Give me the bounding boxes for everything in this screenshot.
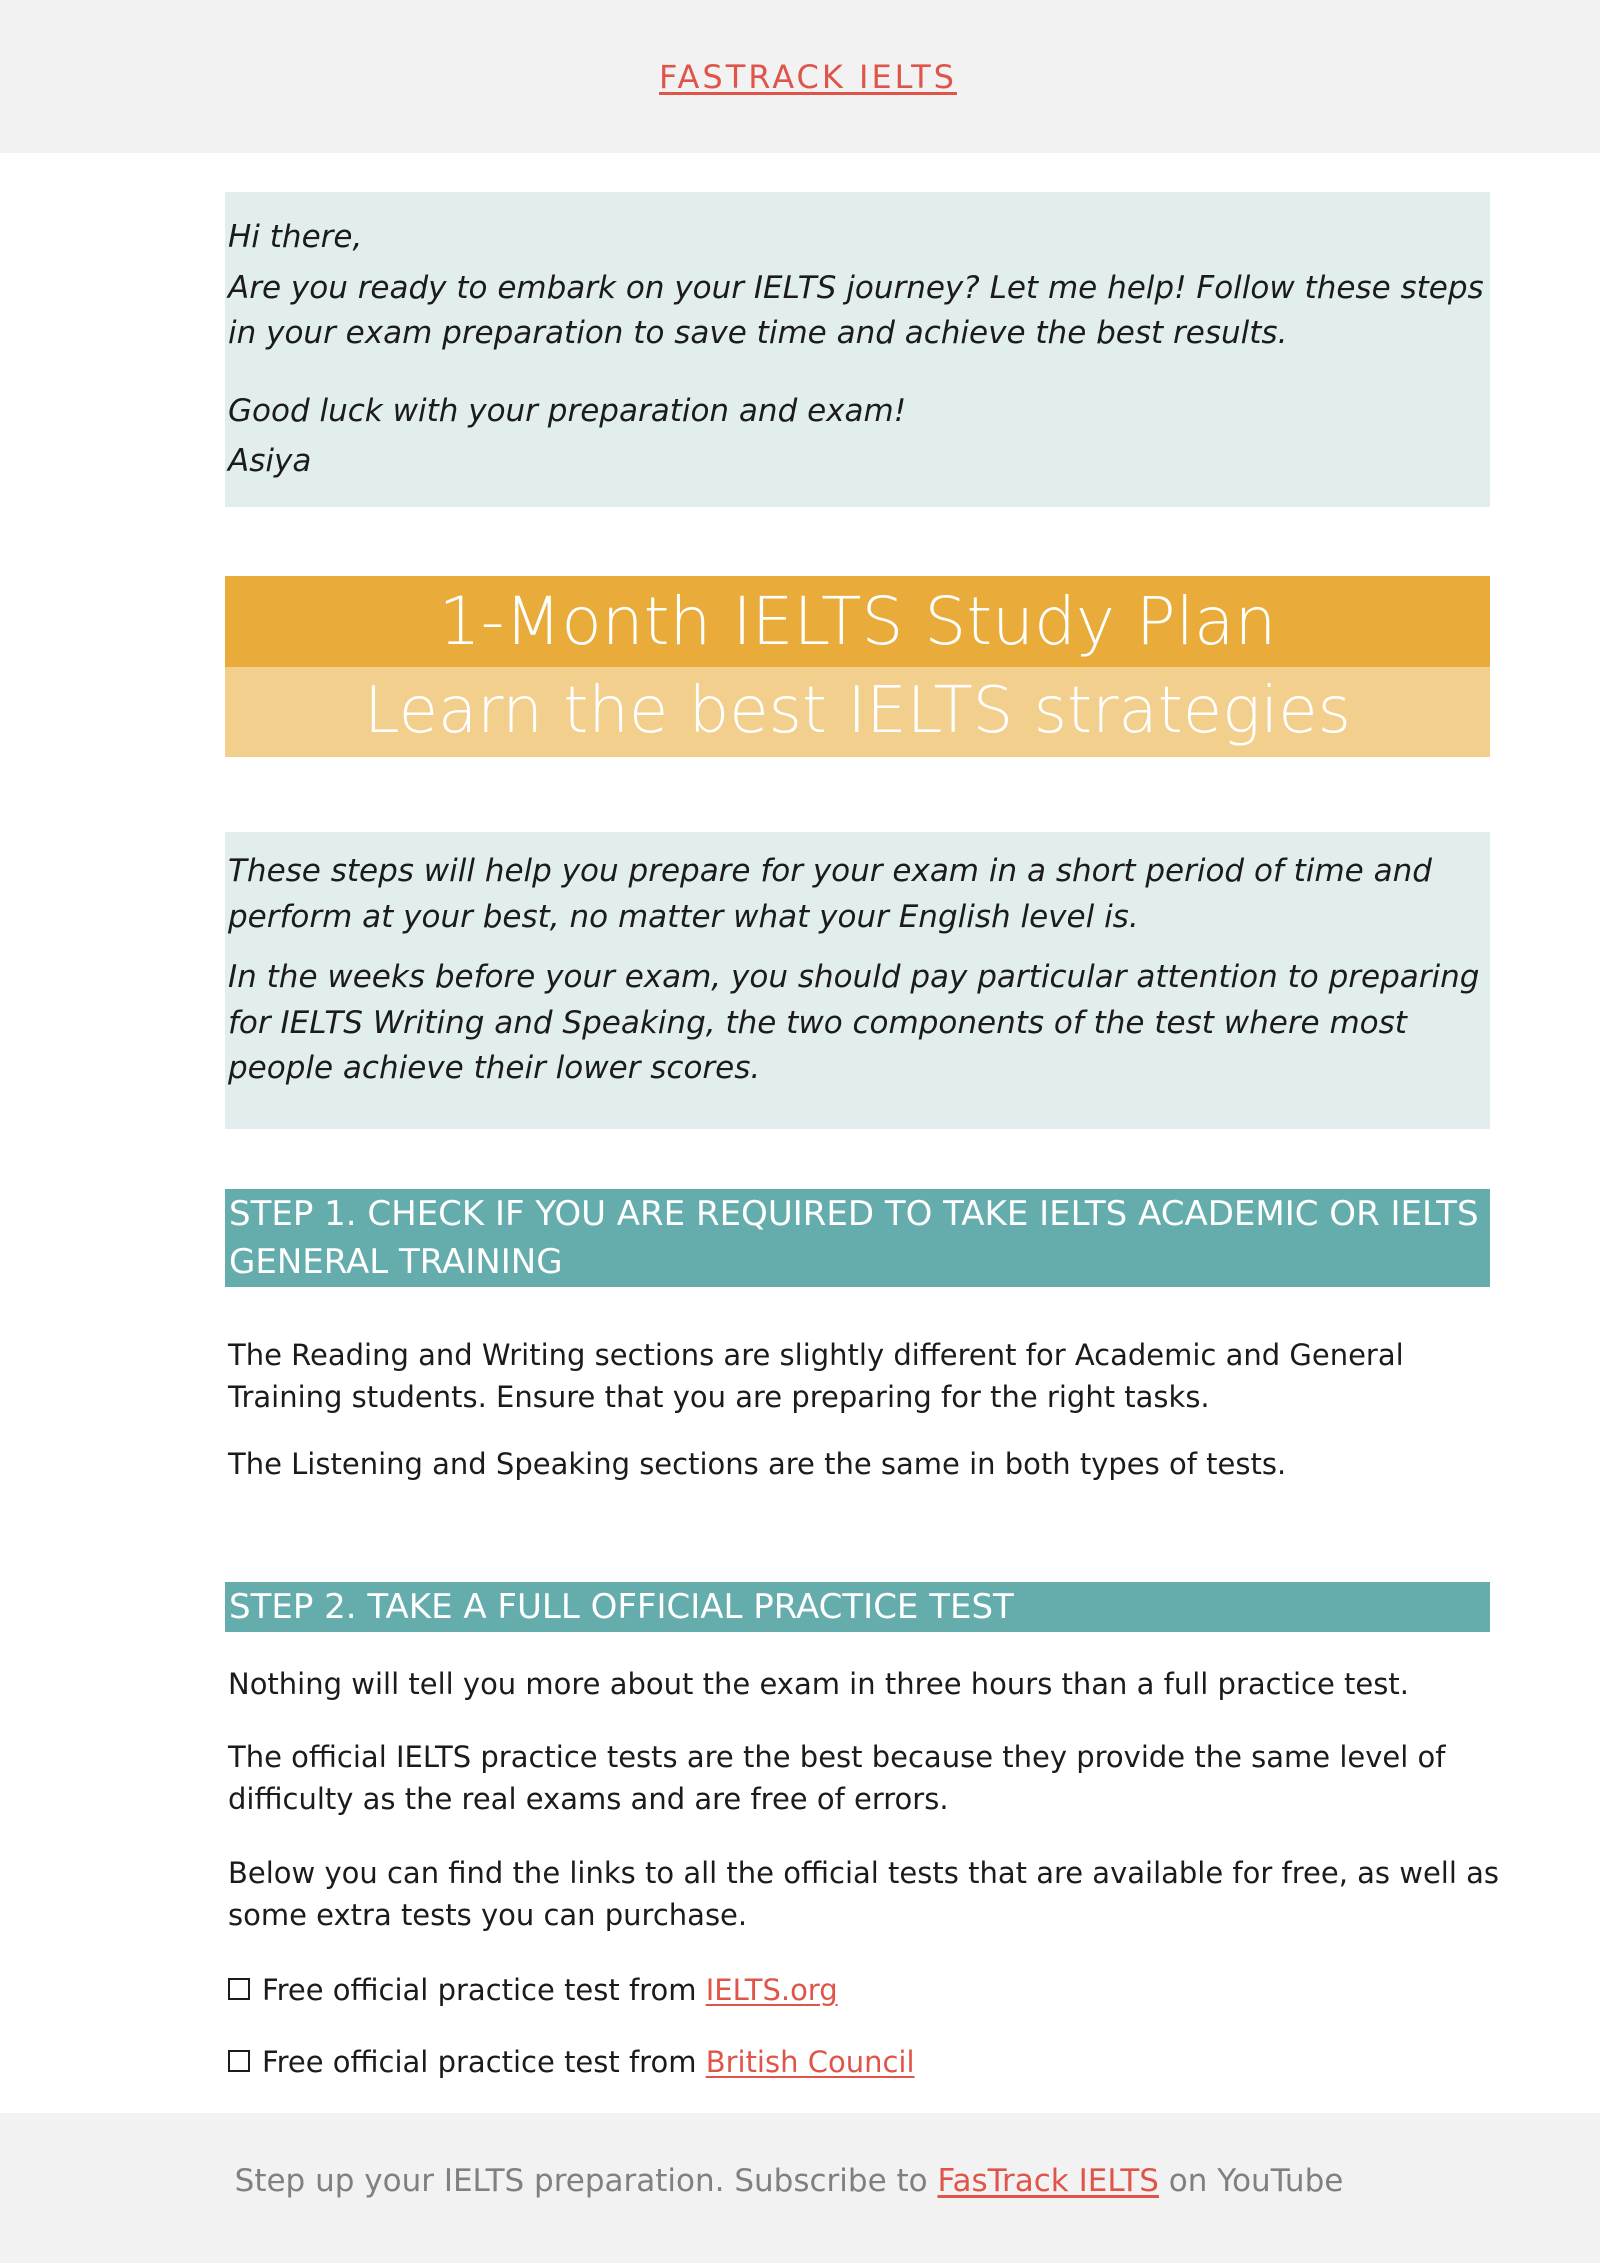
intro-line-2: in your exam preparation to save time and achieve the best results. xyxy=(228,315,1288,351)
footer-text-after: on YouTube xyxy=(1158,2163,1344,2199)
step-1-para-2: The Listening and Speaking sections are the same in both types of tests. xyxy=(228,1447,1287,1481)
summary-line-5: people achieve their lower scores. xyxy=(228,1050,761,1086)
step-2-heading: STEP 2. TAKE A FULL OFFICIAL PRACTICE TEST xyxy=(225,1582,1490,1632)
page-subtitle: Learn the best IELTS strategies xyxy=(225,667,1490,757)
summary-line-2: perform at your best, no matter what your English level is. xyxy=(228,899,1139,935)
ielts-org-link[interactable]: IELTS.org xyxy=(705,1973,838,2007)
step-2-para-3-line-1: Below you can find the links to all the official tests that are available for free, as well as xyxy=(228,1856,1500,1890)
youtube-channel-link[interactable]: FasTrack IELTS xyxy=(937,2163,1159,2199)
step-2-para-2-line-1: The official IELTS practice tests are the best because they provide the same level of xyxy=(228,1740,1446,1774)
checkbox[interactable] xyxy=(228,2050,250,2072)
summary-line-4: for IELTS Writing and Speaking, the two components of the test where most xyxy=(228,1005,1407,1041)
step-1-para-1-line-1: The Reading and Writing sections are slightly different for Academic and General xyxy=(228,1338,1404,1372)
step-1-heading-line-2: GENERAL TRAINING xyxy=(229,1242,563,1282)
page-title: 1-Month IELTS Study Plan xyxy=(225,576,1490,667)
summary-box xyxy=(225,832,1490,1129)
checkbox[interactable] xyxy=(228,1978,250,2000)
practice-test-item-text: Free official practice test from xyxy=(262,2045,706,2079)
intro-signature: Asiya xyxy=(228,443,312,479)
intro-greeting: Hi there, xyxy=(228,219,363,255)
intro-line-1: Are you ready to embark on your IELTS journey? Let me help! Follow these steps xyxy=(228,270,1484,306)
intro-box xyxy=(225,192,1490,507)
step-2-para-1: Nothing will tell you more about the exam in three hours than a full practice test. xyxy=(228,1667,1409,1701)
step-1-para-1-line-2: Training students. Ensure that you are preparing for the right tasks. xyxy=(228,1380,1210,1414)
intro-wish: Good luck with your preparation and exam! xyxy=(228,393,907,429)
page-header xyxy=(0,0,1600,153)
step-1-heading xyxy=(225,1189,1490,1287)
step-2-para-3-line-2: some extra tests you can purchase. xyxy=(228,1898,748,1932)
summary-line-1: These steps will help you prepare for your exam in a short period of time and xyxy=(228,853,1432,889)
footer-text xyxy=(0,2160,1578,2202)
footer-text-before: Step up your IELTS preparation. Subscribe to xyxy=(234,2163,938,2199)
practice-test-item-text: Free official practice test from xyxy=(262,1973,706,2007)
british-council-link[interactable]: British Council xyxy=(705,2045,915,2079)
step-2-para-2-line-2: difficulty as the real exams and are free of errors. xyxy=(228,1782,949,1816)
brand-link[interactable]: FASTRACK IELTS xyxy=(659,58,957,96)
step-1-heading-line-1: STEP 1. CHECK IF YOU ARE REQUIRED TO TAKE IELTS ACADEMIC OR IELTS xyxy=(229,1194,1479,1234)
summary-line-3: In the weeks before your exam, you should pay particular attention to preparing xyxy=(228,959,1480,995)
practice-test-item xyxy=(228,1969,838,2011)
practice-test-item xyxy=(228,2041,915,2083)
